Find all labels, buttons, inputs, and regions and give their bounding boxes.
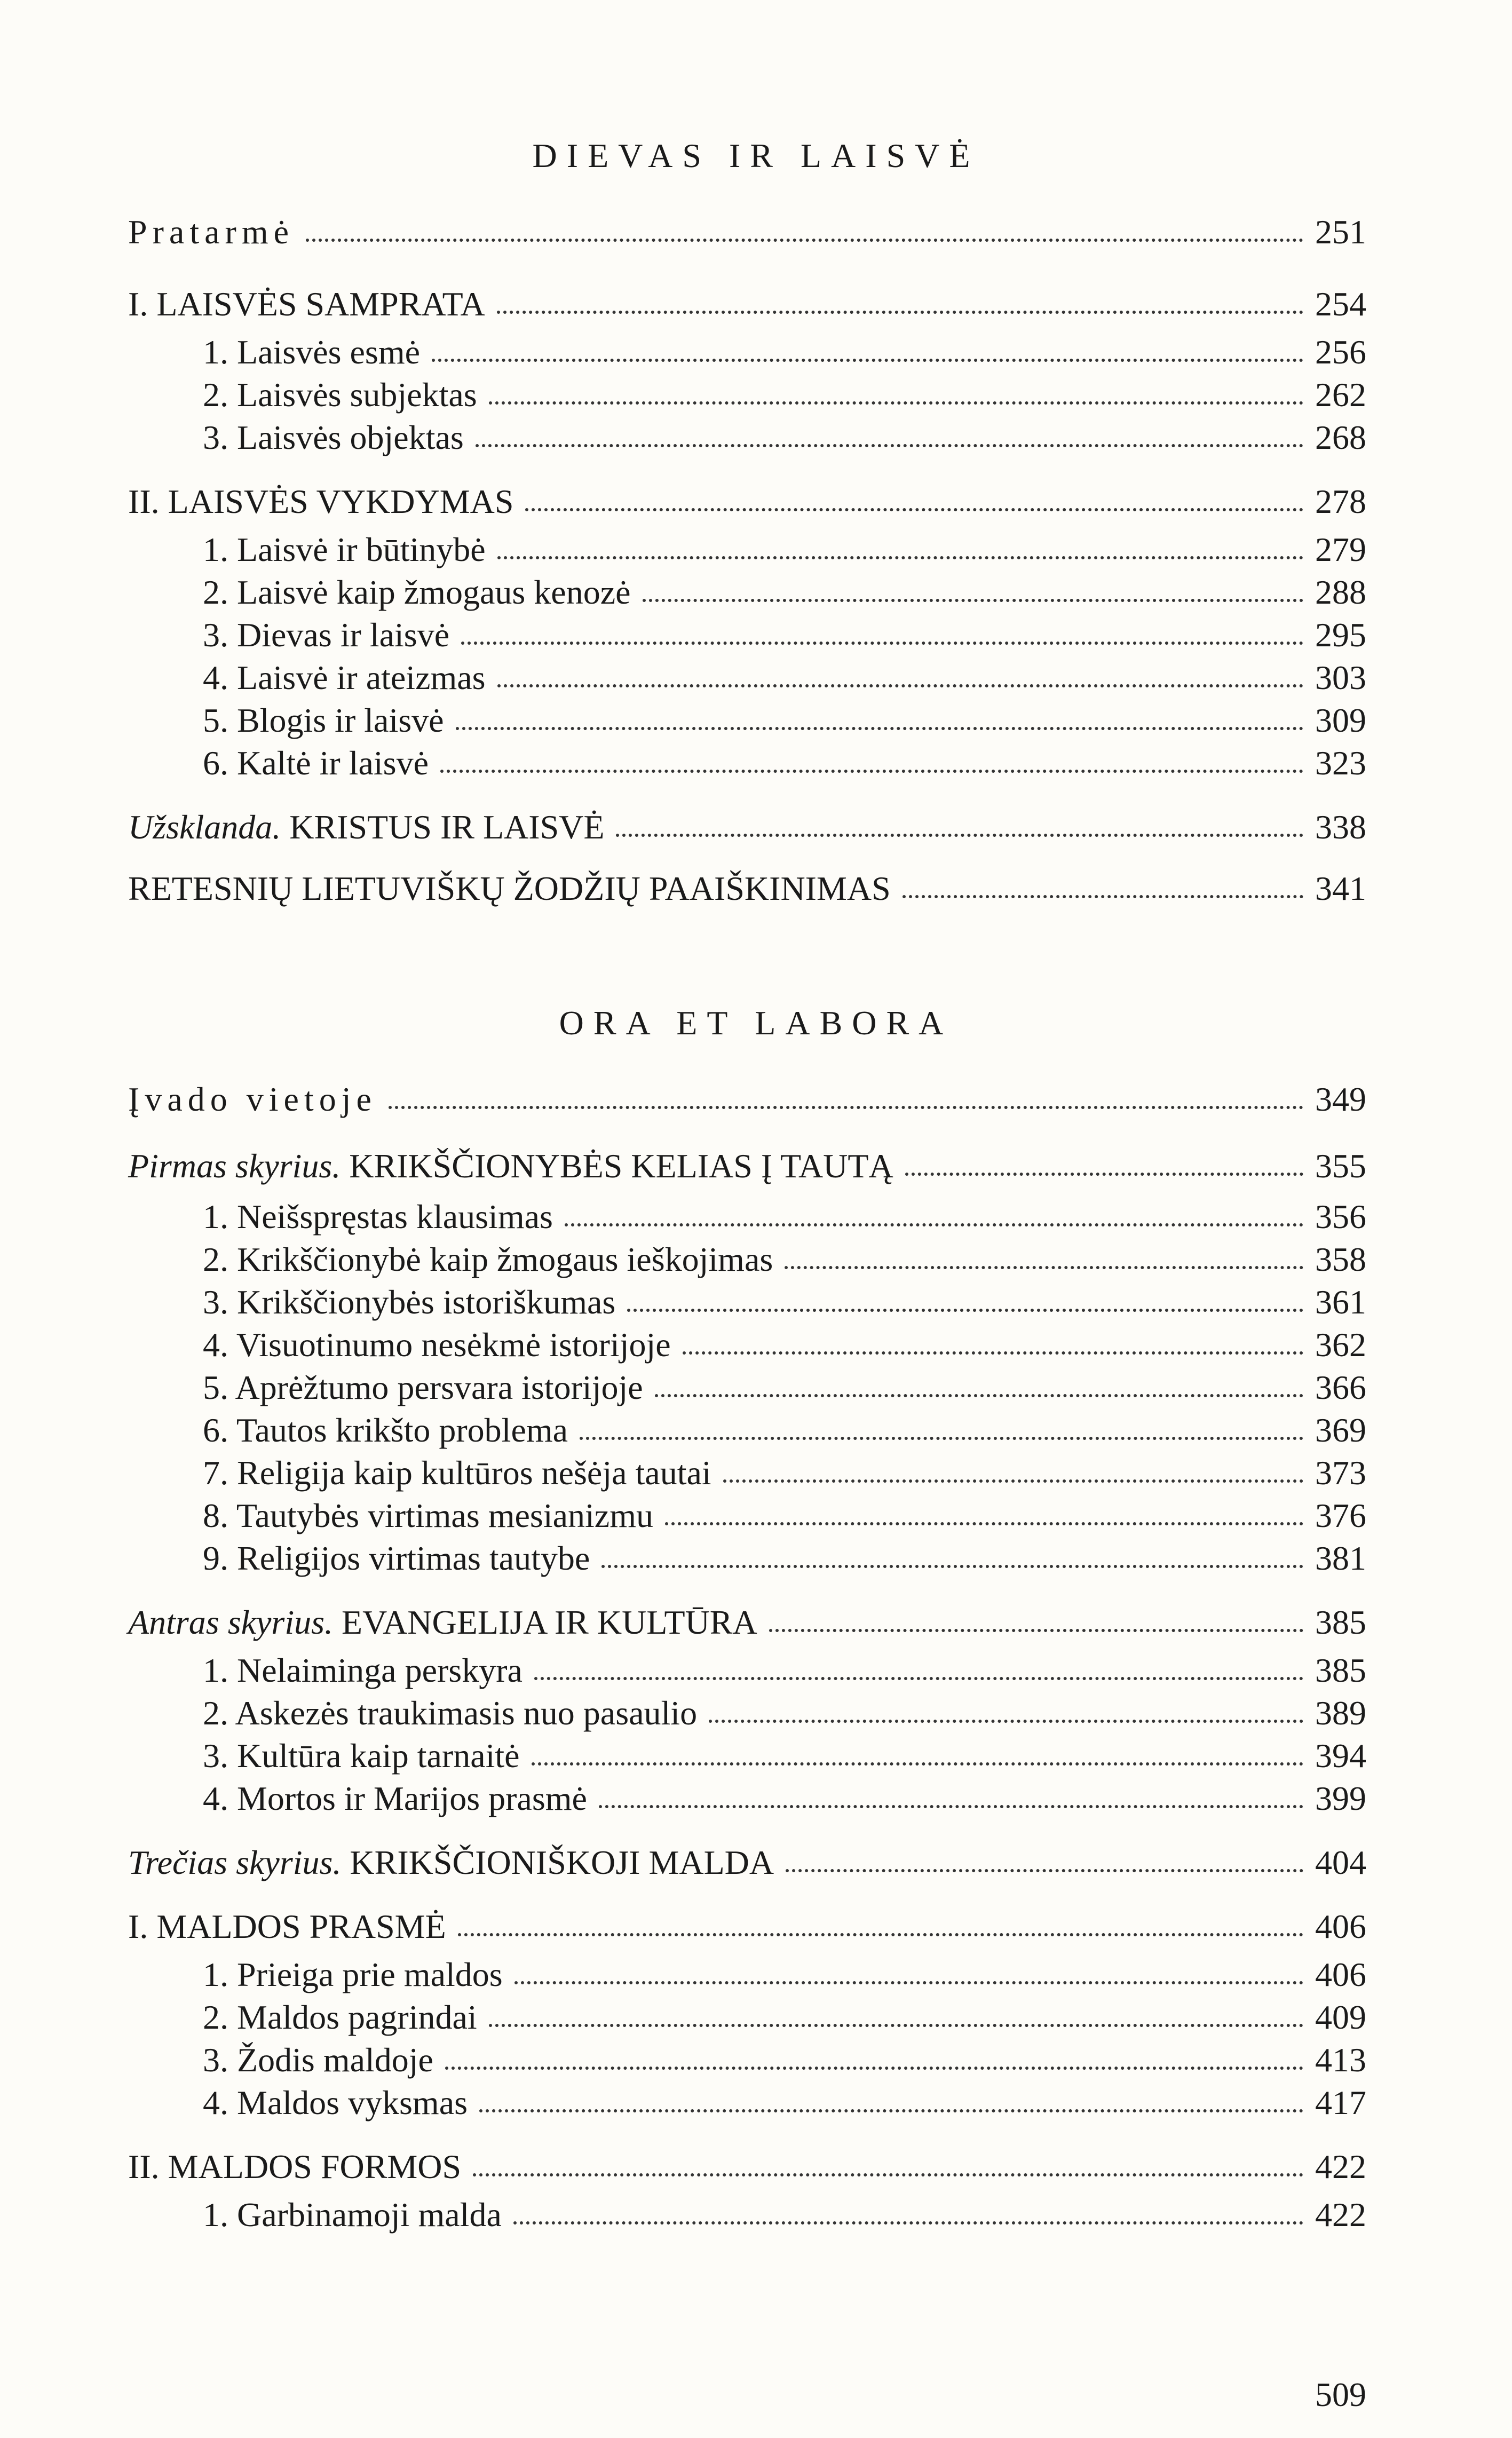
dot-leader (497, 556, 1303, 559)
dot-leader (456, 726, 1303, 730)
toc-entry-prefix: Užsklanda. (128, 808, 281, 846)
dot-leader (458, 1933, 1303, 1936)
toc-entry-title: 4. Visuotinumo nesėkmė istorijoje (203, 1326, 671, 1364)
toc-entry-title: 3. Dievas ir laisvė (203, 616, 450, 654)
toc-entry-page: 385 (1315, 1603, 1366, 1641)
toc-entry-prefix: Trečias skyrius. (128, 1843, 342, 1881)
dot-leader (489, 401, 1303, 405)
toc-entry-label (128, 2146, 461, 2188)
toc-entry-title: 6. Tautos krikšto problema (203, 1411, 568, 1449)
toc-entry-page: 366 (1315, 1368, 1366, 1406)
toc-entry-page: 369 (1315, 1411, 1366, 1449)
toc-entry (203, 614, 1366, 656)
toc-entry-label (203, 1494, 653, 1537)
dot-leader (513, 2221, 1303, 2225)
toc-entry (128, 1145, 1366, 1188)
toc-entry-label (203, 2081, 468, 2124)
toc-entry-page: 389 (1315, 1694, 1366, 1732)
toc-entry (203, 528, 1366, 571)
toc-entry-title: RETESNIŲ LIETUVIŠKŲ ŽODŽIŲ PAAIŠKINIMAS (128, 869, 891, 907)
toc-entry-title: 1. Prieiga prie maldos (203, 1956, 503, 1993)
toc-entry (128, 806, 1366, 849)
toc-entry (203, 742, 1366, 785)
dot-leader (565, 1223, 1303, 1226)
toc-entry (203, 1996, 1366, 2039)
dot-leader (306, 238, 1303, 242)
toc-entry-page: 262 (1315, 376, 1366, 414)
dot-leader (655, 1394, 1303, 1397)
toc-entry-label (128, 211, 294, 254)
toc-entry-title: 1. Laisvė ir būtinybė (203, 531, 486, 568)
toc-entry-label (203, 656, 486, 699)
toc-entry (203, 331, 1366, 374)
toc-entry-page: 355 (1315, 1147, 1366, 1185)
toc-entry-label (203, 416, 464, 459)
dot-leader (599, 1804, 1303, 1808)
toc-entry-label (203, 1649, 523, 1692)
toc-entry-title: KRISTUS IR LAISVĖ (289, 808, 605, 846)
toc-entry (203, 1649, 1366, 1692)
toc-entry-label (203, 528, 486, 571)
toc-entry (128, 480, 1366, 523)
toc-entry-page: 413 (1315, 2041, 1366, 2079)
toc-entry-page: 406 (1315, 1907, 1366, 1945)
dot-leader (489, 2023, 1303, 2027)
toc-entry-title: KRIKŠČIONIŠKOJI MALDA (350, 1843, 774, 1881)
toc-entry-page: 358 (1315, 1240, 1366, 1278)
toc-entry (128, 1601, 1366, 1644)
toc-entry (203, 1777, 1366, 1820)
toc-entry-page: 279 (1315, 531, 1366, 568)
toc-entry-page: 362 (1315, 1326, 1366, 1364)
toc-entry (128, 1841, 1366, 1884)
toc-entry-label (203, 1238, 773, 1281)
toc-entry-label (203, 374, 477, 416)
dot-leader (461, 641, 1303, 645)
toc-entry-page: 341 (1315, 869, 1366, 907)
toc-entry (203, 1953, 1366, 1996)
toc-entry (203, 1692, 1366, 1735)
toc-entry-title: 3. Krikščionybės istoriškumas (203, 1283, 616, 1321)
toc-entry (203, 1238, 1366, 1281)
toc-entry (203, 1281, 1366, 1324)
toc-entry-label (203, 1777, 587, 1820)
toc-entry-label (128, 1078, 377, 1121)
toc-entry-page: 422 (1315, 2196, 1366, 2234)
toc-entry-prefix: Antras skyrius. (128, 1603, 333, 1641)
toc-entry (203, 2194, 1366, 2236)
toc-entry-label (203, 1537, 590, 1580)
toc-entry-title: Pratarmė (128, 213, 294, 251)
toc-entry-label (128, 283, 485, 326)
toc-entry (203, 571, 1366, 614)
toc-entry-label (203, 571, 631, 614)
toc-entry-title: 3. Žodis maldoje (203, 2041, 433, 2079)
toc-entry-label (203, 1452, 711, 1494)
dot-leader (616, 833, 1303, 837)
toc-entry-page: 254 (1315, 285, 1366, 323)
dot-leader (497, 684, 1303, 687)
dot-leader (514, 1981, 1303, 1984)
toc-entry-page: 385 (1315, 1651, 1366, 1689)
toc-entry-page: 394 (1315, 1737, 1366, 1775)
toc-entry-title: 2. Laisvės subjektas (203, 376, 477, 414)
toc-entry-page: 303 (1315, 659, 1366, 696)
toc-entry (203, 1196, 1366, 1238)
section-heading: ORA ET LABORA (559, 1004, 953, 1042)
toc-entry-page: 417 (1315, 2084, 1366, 2122)
toc-entry-label (203, 614, 449, 656)
toc-entry-title: I. LAISVĖS SAMPRATA (128, 285, 485, 323)
toc-entry-title: 4. Mortos ir Marijos prasmė (203, 1779, 587, 1817)
toc-entry-label (203, 2039, 433, 2081)
toc-entry-title: II. LAISVĖS VYKDYMAS (128, 482, 514, 520)
dot-leader (905, 1172, 1303, 1176)
toc-entry-page: 349 (1315, 1080, 1366, 1118)
toc-entry-title: 1. Nelaiminga perskyra (203, 1651, 523, 1689)
dot-leader (643, 598, 1304, 602)
toc-entry-page: 361 (1315, 1283, 1366, 1321)
toc-entry (203, 1494, 1366, 1537)
toc-entry-page: 409 (1315, 1998, 1366, 2036)
toc-entry-label (128, 1601, 757, 1644)
toc-entry-title: 6. Kaltė ir laisvė (203, 744, 429, 782)
toc-entry-page: 356 (1315, 1198, 1366, 1236)
dot-leader (580, 1436, 1303, 1440)
toc-entry (203, 1366, 1366, 1409)
toc-entry (203, 699, 1366, 742)
toc-entry-page: 338 (1315, 808, 1366, 846)
toc-entry-label (203, 1324, 671, 1366)
toc-entry (203, 1452, 1366, 1494)
toc-entry-label (203, 699, 444, 742)
dot-leader (786, 1869, 1303, 1872)
toc-entry-label (128, 480, 513, 523)
toc-entry-page: 399 (1315, 1779, 1366, 1817)
dot-leader (532, 1762, 1303, 1766)
toc-entry (203, 656, 1366, 699)
toc-entry-title: 3. Laisvės objektas (203, 418, 464, 456)
dot-leader (473, 2173, 1303, 2176)
toc-entry-page: 323 (1315, 744, 1366, 782)
dot-leader (627, 1308, 1303, 1312)
toc-entry-page: 278 (1315, 482, 1366, 520)
toc-entry (203, 1324, 1366, 1366)
toc-entry-page: 381 (1315, 1539, 1366, 1577)
toc-entry (203, 2039, 1366, 2081)
toc-entry-label (203, 331, 420, 374)
page-number: 509 (1315, 2376, 1366, 2413)
toc-entry-label (203, 1996, 477, 2039)
toc-entry (203, 1409, 1366, 1452)
toc-entry-title: 3. Kultūra kaip tarnaitė (203, 1737, 520, 1775)
toc-entry-prefix: Pirmas skyrius. (128, 1147, 341, 1185)
toc-entry-title: 1. Neišspręstas klausimas (203, 1198, 553, 1236)
toc-entry (203, 416, 1366, 459)
toc-entry-title: II. MALDOS FORMOS (128, 2148, 462, 2186)
toc-entry-page: 309 (1315, 701, 1366, 739)
toc-entry-label (203, 1409, 568, 1452)
toc-entry (203, 2081, 1366, 2124)
toc-entry-page: 406 (1315, 1956, 1366, 1993)
toc-entry-title: 5. Aprėžtumo persvara istorijoje (203, 1368, 643, 1406)
toc-entry-title: 1. Laisvės esmė (203, 333, 420, 371)
toc-entry-page: 256 (1315, 333, 1366, 371)
toc-entry (203, 1537, 1366, 1580)
toc-entry-label (203, 1196, 553, 1238)
toc-entry (203, 374, 1366, 416)
dot-leader (479, 2109, 1303, 2112)
toc-entry-page: 422 (1315, 2148, 1366, 2186)
toc-entry-page: 376 (1315, 1497, 1366, 1534)
toc-entry-label (203, 1953, 503, 1996)
toc-entry (128, 283, 1366, 326)
toc-entry-page: 251 (1315, 213, 1366, 251)
dot-leader (665, 1522, 1303, 1525)
toc-entry-label (128, 1841, 774, 1884)
toc-entry-page: 295 (1315, 616, 1366, 654)
toc-entry-title: 5. Blogis ir laisvė (203, 701, 444, 739)
toc-entry-page: 404 (1315, 1843, 1366, 1881)
toc-entry-label (128, 1905, 446, 1948)
toc-entry (128, 1078, 1366, 1121)
toc-entry-title: 4. Laisvė ir ateizmas (203, 659, 486, 696)
dot-leader (683, 1351, 1303, 1355)
toc-entry-title: 7. Religija kaip kultūros nešėja tautai (203, 1454, 711, 1492)
toc-entry-label (203, 742, 429, 785)
toc-entry-label (203, 1366, 643, 1409)
toc-entry-label (203, 2194, 502, 2236)
dot-leader (497, 310, 1303, 314)
toc-entry (203, 1735, 1366, 1777)
toc-entry (128, 1905, 1366, 1948)
dot-leader (601, 1564, 1303, 1568)
dot-leader (903, 895, 1303, 898)
dot-leader (389, 1105, 1303, 1109)
section-heading: DIEVAS IR LAISVĖ (532, 137, 980, 175)
toc-entry-page: 268 (1315, 418, 1366, 456)
dot-leader (769, 1628, 1303, 1632)
toc-entry-title: I. MALDOS PRASMĖ (128, 1907, 446, 1945)
toc-entry-title: KRIKŠČIONYBĖS KELIAS Į TAUTĄ (349, 1147, 893, 1185)
toc-entry-title: 1. Garbinamoji malda (203, 2196, 502, 2234)
dot-leader (723, 1479, 1303, 1483)
dot-leader (440, 769, 1303, 773)
dot-leader (445, 2066, 1303, 2070)
toc-entry-title: 2. Krikščionybė kaip žmogaus ieškojimas (203, 1240, 773, 1278)
toc-entry-title: 2. Askezės traukimasis nuo pasaulio (203, 1694, 698, 1732)
toc-entry-title: 2. Maldos pagrindai (203, 1998, 477, 2036)
toc-entry-title: Įvado vietoje (128, 1080, 377, 1118)
dot-leader (785, 1265, 1303, 1269)
toc-entry-title: 8. Tautybės virtimas mesianizmu (203, 1497, 653, 1534)
toc-entry-title: EVANGELIJA IR KULTŪRA (342, 1603, 757, 1641)
toc-entry-label (203, 1692, 697, 1735)
dot-leader (525, 508, 1303, 511)
toc-entry-title: 9. Religijos virtimas tautybe (203, 1539, 590, 1577)
toc-entry-page: 288 (1315, 573, 1366, 611)
toc-entry-label (203, 1281, 615, 1324)
dot-leader (534, 1676, 1303, 1680)
toc-entry (128, 867, 1366, 910)
toc-entry-title: 2. Laisvė kaip žmogaus kenozė (203, 573, 631, 611)
toc-entry-label (128, 867, 891, 910)
toc-entry-title: 4. Maldos vyksmas (203, 2084, 468, 2122)
toc-entry-label (128, 1145, 893, 1188)
toc-entry (128, 2146, 1366, 2188)
dot-leader (709, 1719, 1303, 1723)
dot-leader (432, 358, 1303, 362)
toc-entry (128, 211, 1366, 254)
toc-entry-label (128, 806, 604, 849)
toc-entry-page: 373 (1315, 1454, 1366, 1492)
toc-entry-label (203, 1735, 520, 1777)
dot-leader (476, 444, 1303, 447)
